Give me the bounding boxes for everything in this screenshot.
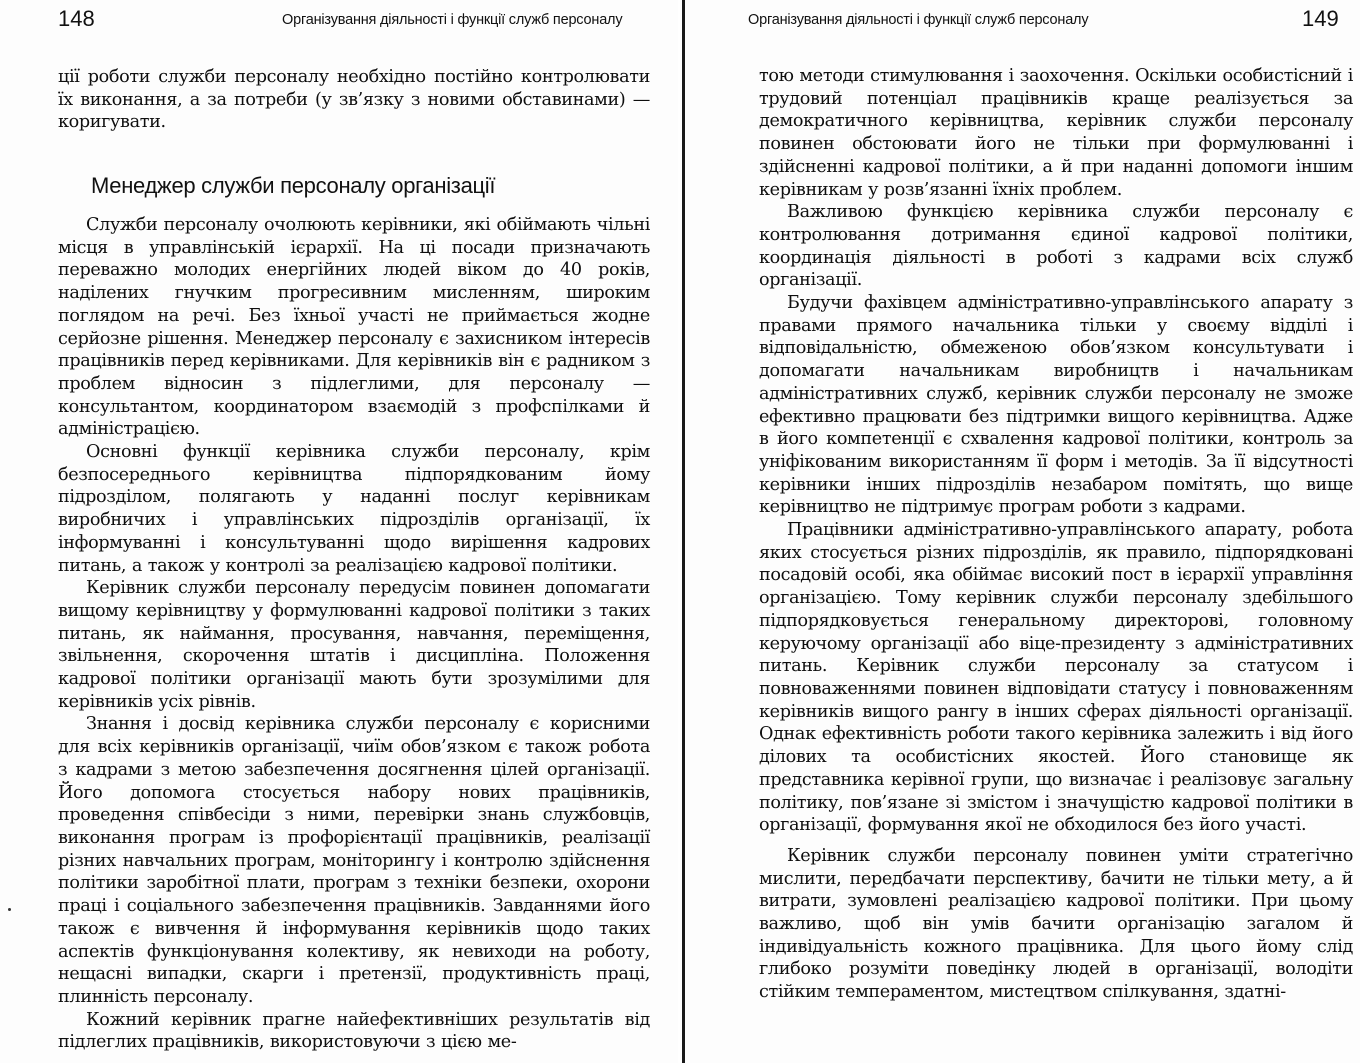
- page-number: 148: [58, 6, 95, 31]
- section-heading: Менеджер служби персоналу організації: [91, 173, 496, 198]
- paragraph: Керівник служби персоналу передусім повинен допомагати вищому керівництву у формулюванні кадрової політики з таких питань, як наймання, просування, навчання, переміщення, звільнення, скорочення штатів і дисципліна. Положення кадрової політики організації мають бути зрозумілими для керівників усіх рівнів.: [58, 578, 650, 712]
- scan-speck: [8, 908, 11, 911]
- page-number: 149: [1302, 6, 1339, 31]
- running-head: Організування діяльності і функції служб персоналу: [282, 12, 623, 28]
- right-page: [690, 0, 1360, 1063]
- paragraph: Будучи фахівцем адміністративно-управлінського апарату з правами прямого начальника тільки у своєму відділі і відповідальністю, обмеженою обов’язком консультувати і допомагати начальникам виробництв і начальникам адміністративних служб, керівник служби персоналу не зможе ефективно працювати без підтримки вищого керівництва. Адже в його компетенції є схвалення кадрової політики, контроль за уніфікованим використанням її форм і методів. За її відсутності керівники інших підрозділів незабаром помітять, що вище керівництво не підтримує програм роботи з кадрами.: [759, 293, 1353, 518]
- paragraph-gap: [759, 837, 1353, 845]
- body-text: [58, 66, 650, 134]
- paragraph: Знання і досвід керівника служби персоналу є корисними для всіх керівників організації, чиїм обов’язком є також робота з кадрами з метою забезпечення досягнення цілей організації. Його допомога стосується набору нових працівників, проведення співбесіди з ними, перевірки знань службовців, виконання програм із профорієнтації працівників, реалізації різних навчальних програм, моніторингу і контролю здійснення політики заробітної плати, програм з техніки безпеки, охорони праці і соціального забезпечення працівників. Завданнями його також є вивчення й інформування керівників щодо таких аспектів функціонування колективу, як невиходи на роботу, нещасні випадки, скарги і претензії, продуктивність праці, плинність персоналу.: [58, 714, 650, 1007]
- body-text: [759, 65, 1353, 1004]
- paragraph: Основні функції керівника служби персоналу, крім безпосереднього керівництва підпорядкованим йому підрозділом, полягають у наданні послуг керівникам виробничих і управлінських підрозділів організації, їх інформуванні і консультуванні щодо вирішення кадрових питань, а також у контролі за реалізацією кадрової політики.: [58, 442, 650, 576]
- running-head: Організування діяльності і функції служб персоналу: [748, 12, 1089, 28]
- paragraph: Працівники адміністративно-управлінського апарату, робота яких стосується різних підрозділів, як правило, підпорядковані посадовій особі, яка обіймає високий пост в ієрархії управління організацією. Тому керівник служби персоналу здебільшого підпорядковується генеральному директорові, головному керуючому організації або віце-президенту з адміністративних питань. Керівник служби персоналу за статусом і повноваженнями повинен відповідати статусу і повноваженням керівників вищого рангу в інших сферах діяльності організації. Однак ефективність роботи такого керівника залежить і від його ділових та особистісних якостей. Його становище як представника керівної групи, що визначає і реалізовує загальну політику, пов’язане зі змістом і значущістю кадрової політики в організації, формування якої не обходилося без його участі.: [759, 520, 1353, 836]
- book-gutter: [682, 0, 685, 1063]
- paragraph: Кожний керівник прагне найефективніших результатів від підлеглих працівників, використовуючи з цією ме-: [58, 1009, 650, 1053]
- paragraph: Служби персоналу очолюють керівники, які обіймають чільні місця в управлінській ієрархії. На ці посади призначають переважно молодих енергійних людей віком до 40 років, наділених гнучким прогресивним мисленням, широким поглядом на речі. Без їхньої участі не приймається жодне серйозне рішення. Менеджер персоналу є захисником інтересів працівників перед керівниками. Для керівників він є радником з проблем відносин з підлеглими, для персоналу — консультантом, координатором взаємодій з профспілками й адміністрацією.: [58, 215, 650, 440]
- continuation-paragraph: ції роботи служби персоналу необхідно постійно контролювати їх виконання, а за потреби (у зв’язку з новими обставинами) — коригувати.: [58, 67, 650, 133]
- paragraph: Керівник служби персоналу повинен уміти стратегічно мислити, передбачати перспективу, бачити не тільки мету, а й витрати, зумовлені реалізацією кадрової політики. При цьому важливо, щоб він умів бачити організацію загалом й індивідуальність кожного працівника. Для цього йому слід глибоко розуміти поведінку людей в організації, володіти стійким темпераментом, мистецтвом спілкування, здатні-: [759, 845, 1353, 1003]
- paragraph: Важливою функцією керівника служби персоналу є контролювання дотримання єдиної кадрової політики, координація діяльності в роботі з кадрами всіх служб організації.: [759, 202, 1353, 291]
- body-text: [58, 214, 650, 1054]
- left-page: [0, 0, 678, 1063]
- continuation-paragraph: тою методи стимулювання і заохочення. Оскільки особистісний і трудовий потенціал працівників краще реалізується за демократичного керівництва, керівник служби персоналу повинен обстоювати його не тільки при формулюванні і здійсненні кадрової політики, а й при наданні допомоги іншим керівникам у розв’язанні їхніх проблем.: [759, 66, 1353, 200]
